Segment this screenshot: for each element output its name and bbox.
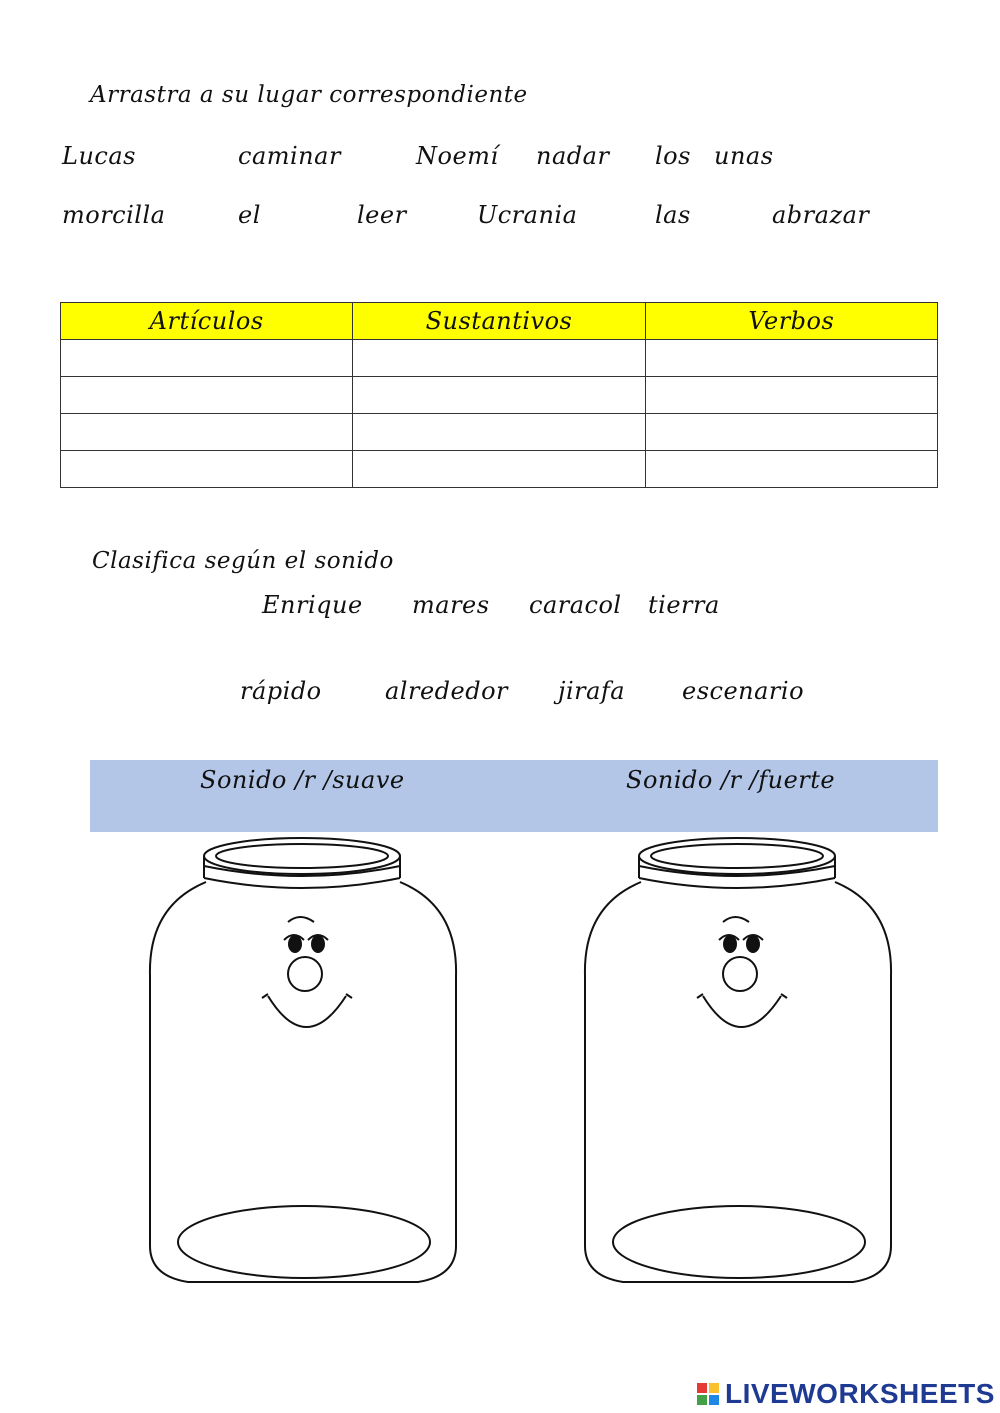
drag-word-caracol[interactable]: caracol: [529, 591, 622, 619]
drag-word-tierra[interactable]: tierra: [648, 591, 720, 619]
sound-labels-band: [90, 760, 938, 832]
drop-cell-verbos-1[interactable]: [645, 340, 937, 377]
drag-word-los[interactable]: los: [655, 142, 691, 170]
drop-cell-sustantivos-1[interactable]: [353, 340, 645, 377]
drop-cell-articulos-4[interactable]: [61, 451, 353, 488]
drag-word-mares[interactable]: mares: [412, 591, 490, 619]
smiling-jar-icon: [585, 838, 891, 1282]
drop-cell-verbos-4[interactable]: [645, 451, 937, 488]
drop-cell-articulos-1[interactable]: [61, 340, 353, 377]
drag-word-nadar[interactable]: nadar: [536, 142, 610, 170]
liveworksheets-mark-icon: [697, 1383, 719, 1405]
classification-table: [60, 302, 938, 488]
drag-word-noemi[interactable]: Noemí: [416, 142, 499, 170]
drop-cell-sustantivos-2[interactable]: [353, 377, 645, 414]
drag-word-rapido[interactable]: rápido: [240, 677, 322, 705]
header-articulos: Artículos: [61, 303, 353, 340]
header-verbos: Verbos: [645, 303, 937, 340]
drop-cell-verbos-2[interactable]: [645, 377, 937, 414]
drop-cell-articulos-2[interactable]: [61, 377, 353, 414]
drag-word-las[interactable]: las: [655, 201, 691, 229]
header-sustantivos: Sustantivos: [353, 303, 645, 340]
jar-suave-drop-zone[interactable]: [148, 836, 460, 1292]
smiling-jar-icon: [150, 838, 456, 1282]
instruction-classify: Clasifica según el sonido: [92, 548, 394, 574]
drag-word-morcilla[interactable]: morcilla: [62, 201, 166, 229]
drop-cell-articulos-3[interactable]: [61, 414, 353, 451]
drag-word-abrazar[interactable]: abrazar: [772, 201, 870, 229]
drag-word-lucas[interactable]: Lucas: [62, 142, 136, 170]
drop-cell-verbos-3[interactable]: [645, 414, 937, 451]
drop-cell-sustantivos-4[interactable]: [353, 451, 645, 488]
label-sonido-fuerte: Sonido /r /fuerte: [626, 766, 836, 794]
drag-word-el[interactable]: el: [238, 201, 261, 229]
label-sonido-suave: Sonido /r /suave: [200, 766, 405, 794]
drag-word-escenario[interactable]: escenario: [682, 677, 805, 705]
drag-word-ucrania[interactable]: Ucrania: [477, 201, 578, 229]
drag-word-jirafa[interactable]: jirafa: [558, 677, 626, 705]
jar-fuerte-drop-zone[interactable]: [583, 836, 895, 1292]
drag-word-unas[interactable]: unas: [714, 142, 774, 170]
drag-word-alrededor[interactable]: alrededor: [385, 677, 509, 705]
drag-word-leer[interactable]: leer: [357, 201, 407, 229]
liveworksheets-logo: [697, 1378, 995, 1410]
drag-word-enrique[interactable]: Enrique: [262, 591, 363, 619]
logo-text: LIVEWORKSHEETS: [725, 1378, 995, 1409]
drop-cell-sustantivos-3[interactable]: [353, 414, 645, 451]
instruction-drag: Arrastra a su lugar correspondiente: [90, 82, 528, 108]
drag-word-caminar[interactable]: caminar: [238, 142, 341, 170]
